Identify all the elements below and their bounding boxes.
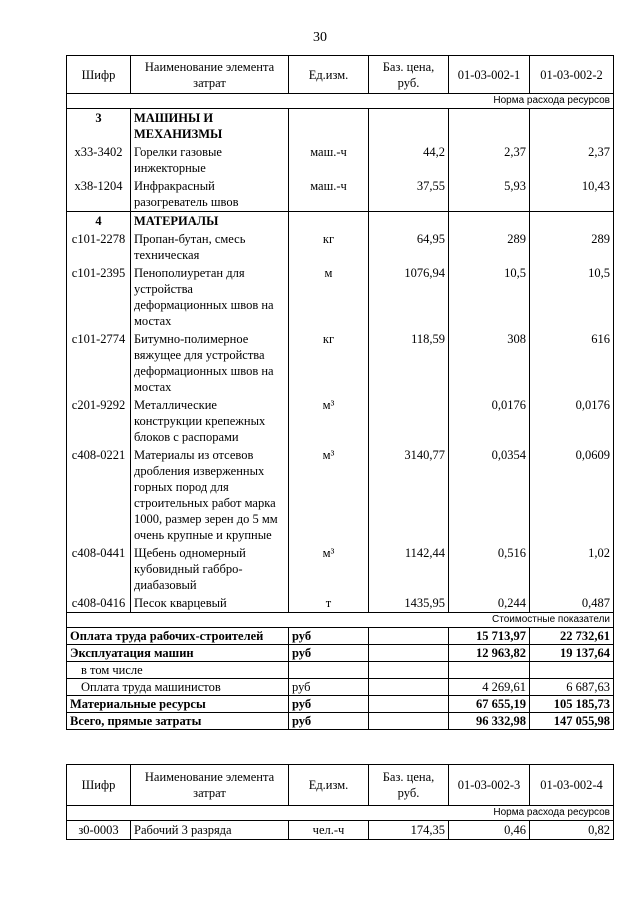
resource-unit: м³ (289, 544, 369, 594)
indicator-row (67, 713, 614, 730)
header-name: Наименование элемента затрат (131, 56, 289, 94)
indicator-value-2: 6 687,63 (530, 679, 614, 696)
indicator-label: Оплата труда рабочих-строителей (67, 628, 289, 645)
resource-price: 64,95 (369, 230, 449, 264)
resource-code: с201-9292 (67, 396, 131, 446)
table-row (67, 594, 614, 613)
empty-cell (369, 628, 449, 645)
resource-value-1: 0,46 (449, 821, 530, 840)
resource-code: х33-3402 (67, 143, 131, 177)
resource-unit: м³ (289, 446, 369, 544)
resource-unit: т (289, 594, 369, 613)
indicator-unit: руб (289, 679, 369, 696)
empty-cell (449, 212, 530, 231)
empty-cell (289, 109, 369, 144)
indicator-row (67, 662, 614, 679)
indicator-value-1: 12 963,82 (449, 645, 530, 662)
norm-label: Норма расхода ресурсов (67, 806, 614, 821)
empty-cell (369, 679, 449, 696)
resource-code: с101-2774 (67, 330, 131, 396)
header-unit: Ед.изм. (289, 56, 369, 94)
table-row (67, 177, 614, 212)
resource-value-1: 0,516 (449, 544, 530, 594)
section-number: 4 (67, 212, 131, 231)
resource-code: х38-1204 (67, 177, 131, 212)
resource-name: Щебень одномерный кубовидный габбро-диабазовый (131, 544, 289, 594)
cost-label-row (67, 613, 614, 628)
resource-unit: маш.-ч (289, 177, 369, 212)
resource-table-1 (66, 55, 614, 730)
table-row (67, 143, 614, 177)
header-price: Баз. цена, руб. (369, 765, 449, 806)
indicator-value-1: 67 655,19 (449, 696, 530, 713)
table-row (67, 446, 614, 544)
table-row (67, 396, 614, 446)
header-price: Баз. цена, руб. (369, 56, 449, 94)
resource-value-2: 0,0609 (530, 446, 614, 544)
resource-value-1: 5,93 (449, 177, 530, 212)
resource-value-2: 0,82 (530, 821, 614, 840)
cost-label: Стоимостные показатели (67, 613, 614, 628)
resource-name: Песок кварцевый (131, 594, 289, 613)
resource-unit: м³ (289, 396, 369, 446)
table-header (67, 56, 614, 94)
resource-unit: м (289, 264, 369, 330)
resource-value-1: 0,244 (449, 594, 530, 613)
indicator-value-1: 96 332,98 (449, 713, 530, 730)
table-row (67, 821, 614, 840)
resource-name: Пропан-бутан, смесь техническая (131, 230, 289, 264)
resource-price: 1142,44 (369, 544, 449, 594)
empty-cell (369, 713, 449, 730)
indicator-label: Материальные ресурсы (67, 696, 289, 713)
resource-value-2: 10,43 (530, 177, 614, 212)
resource-value-1: 0,0354 (449, 446, 530, 544)
header-col-2: 01-03-002-2 (530, 56, 614, 94)
resource-unit: маш.-ч (289, 143, 369, 177)
resource-value-2: 10,5 (530, 264, 614, 330)
resource-value-2: 0,487 (530, 594, 614, 613)
indicator-value-2: 19 137,64 (530, 645, 614, 662)
resource-value-1: 289 (449, 230, 530, 264)
norm-label: Норма расхода ресурсов (67, 94, 614, 109)
table-row (67, 544, 614, 594)
header-col-2: 01-03-002-4 (530, 765, 614, 806)
resource-code: с408-0221 (67, 446, 131, 544)
resource-price: 44,2 (369, 143, 449, 177)
resource-unit: чел.-ч (289, 821, 369, 840)
resource-name: Горелки газовые инжекторные (131, 143, 289, 177)
section-number: 3 (67, 109, 131, 144)
resource-name: Рабочий 3 разряда (131, 821, 289, 840)
resource-value-2: 2,37 (530, 143, 614, 177)
empty-cell (530, 212, 614, 231)
indicator-label: в том числе (67, 662, 289, 679)
resource-unit: кг (289, 330, 369, 396)
indicator-unit (289, 662, 369, 679)
table-row (67, 230, 614, 264)
table-header (67, 765, 614, 806)
empty-cell (369, 662, 449, 679)
table-row (67, 264, 614, 330)
header-unit: Ед.изм. (289, 765, 369, 806)
resource-value-1: 308 (449, 330, 530, 396)
resource-price (369, 396, 449, 446)
indicator-value-2 (530, 662, 614, 679)
resource-price: 1435,95 (369, 594, 449, 613)
table-row (67, 330, 614, 396)
resource-unit: кг (289, 230, 369, 264)
resource-price: 174,35 (369, 821, 449, 840)
resource-name: Пенополиуретан для устройства деформационных швов на мостах (131, 264, 289, 330)
resource-value-2: 289 (530, 230, 614, 264)
section-row (67, 212, 614, 231)
indicator-value-1: 4 269,61 (449, 679, 530, 696)
resource-value-2: 1,02 (530, 544, 614, 594)
resource-name: Материалы из отсевов дробления изверженных горных пород для строительных работ марка 1000, размер зерен до 5 мм очень крупные и крупные (131, 446, 289, 544)
resource-table-2 (66, 764, 614, 840)
resource-price: 1076,94 (369, 264, 449, 330)
indicator-value-2: 105 185,73 (530, 696, 614, 713)
indicator-unit: руб (289, 645, 369, 662)
empty-cell (449, 109, 530, 144)
page-number: 30 (313, 30, 327, 45)
empty-cell (289, 212, 369, 231)
empty-cell (369, 109, 449, 144)
indicator-value-2: 147 055,98 (530, 713, 614, 730)
norm-row (67, 806, 614, 821)
header-name: Наименование элемента затрат (131, 765, 289, 806)
indicator-label: Оплата труда машинистов (67, 679, 289, 696)
indicator-row (67, 628, 614, 645)
indicator-unit: руб (289, 713, 369, 730)
empty-cell (369, 696, 449, 713)
indicator-row (67, 645, 614, 662)
resource-code: с101-2395 (67, 264, 131, 330)
indicator-value-2: 22 732,61 (530, 628, 614, 645)
resource-code: з0-0003 (67, 821, 131, 840)
indicator-label: Всего, прямые затраты (67, 713, 289, 730)
indicator-unit: руб (289, 696, 369, 713)
resource-name: Металлические конструкции крепежных блоков с распорами (131, 396, 289, 446)
indicator-label: Эксплуатация машин (67, 645, 289, 662)
indicator-unit: руб (289, 628, 369, 645)
resource-value-2: 616 (530, 330, 614, 396)
indicator-row (67, 696, 614, 713)
section-title: МАШИНЫ И МЕХАНИЗМЫ (131, 109, 289, 144)
resource-name: Инфракрасный разогреватель швов (131, 177, 289, 212)
header-code: Шифр (67, 765, 131, 806)
resource-price: 37,55 (369, 177, 449, 212)
header-col-1: 01-03-002-3 (449, 765, 530, 806)
resource-value-1: 10,5 (449, 264, 530, 330)
resource-price: 3140,77 (369, 446, 449, 544)
empty-cell (369, 645, 449, 662)
resource-code: с101-2278 (67, 230, 131, 264)
empty-cell (369, 212, 449, 231)
empty-cell (530, 109, 614, 144)
section-title: МАТЕРИАЛЫ (131, 212, 289, 231)
indicator-value-1 (449, 662, 530, 679)
resource-code: с408-0441 (67, 544, 131, 594)
resource-price: 118,59 (369, 330, 449, 396)
header-col-1: 01-03-002-1 (449, 56, 530, 94)
norm-row (67, 94, 614, 109)
resource-value-2: 0,0176 (530, 396, 614, 446)
resource-value-1: 0,0176 (449, 396, 530, 446)
indicator-value-1: 15 713,97 (449, 628, 530, 645)
resource-name: Битумно-полимерное вяжущее для устройства деформационных швов на мостах (131, 330, 289, 396)
header-code: Шифр (67, 56, 131, 94)
resource-code: с408-0416 (67, 594, 131, 613)
section-row (67, 109, 614, 144)
indicator-row (67, 679, 614, 696)
resource-value-1: 2,37 (449, 143, 530, 177)
